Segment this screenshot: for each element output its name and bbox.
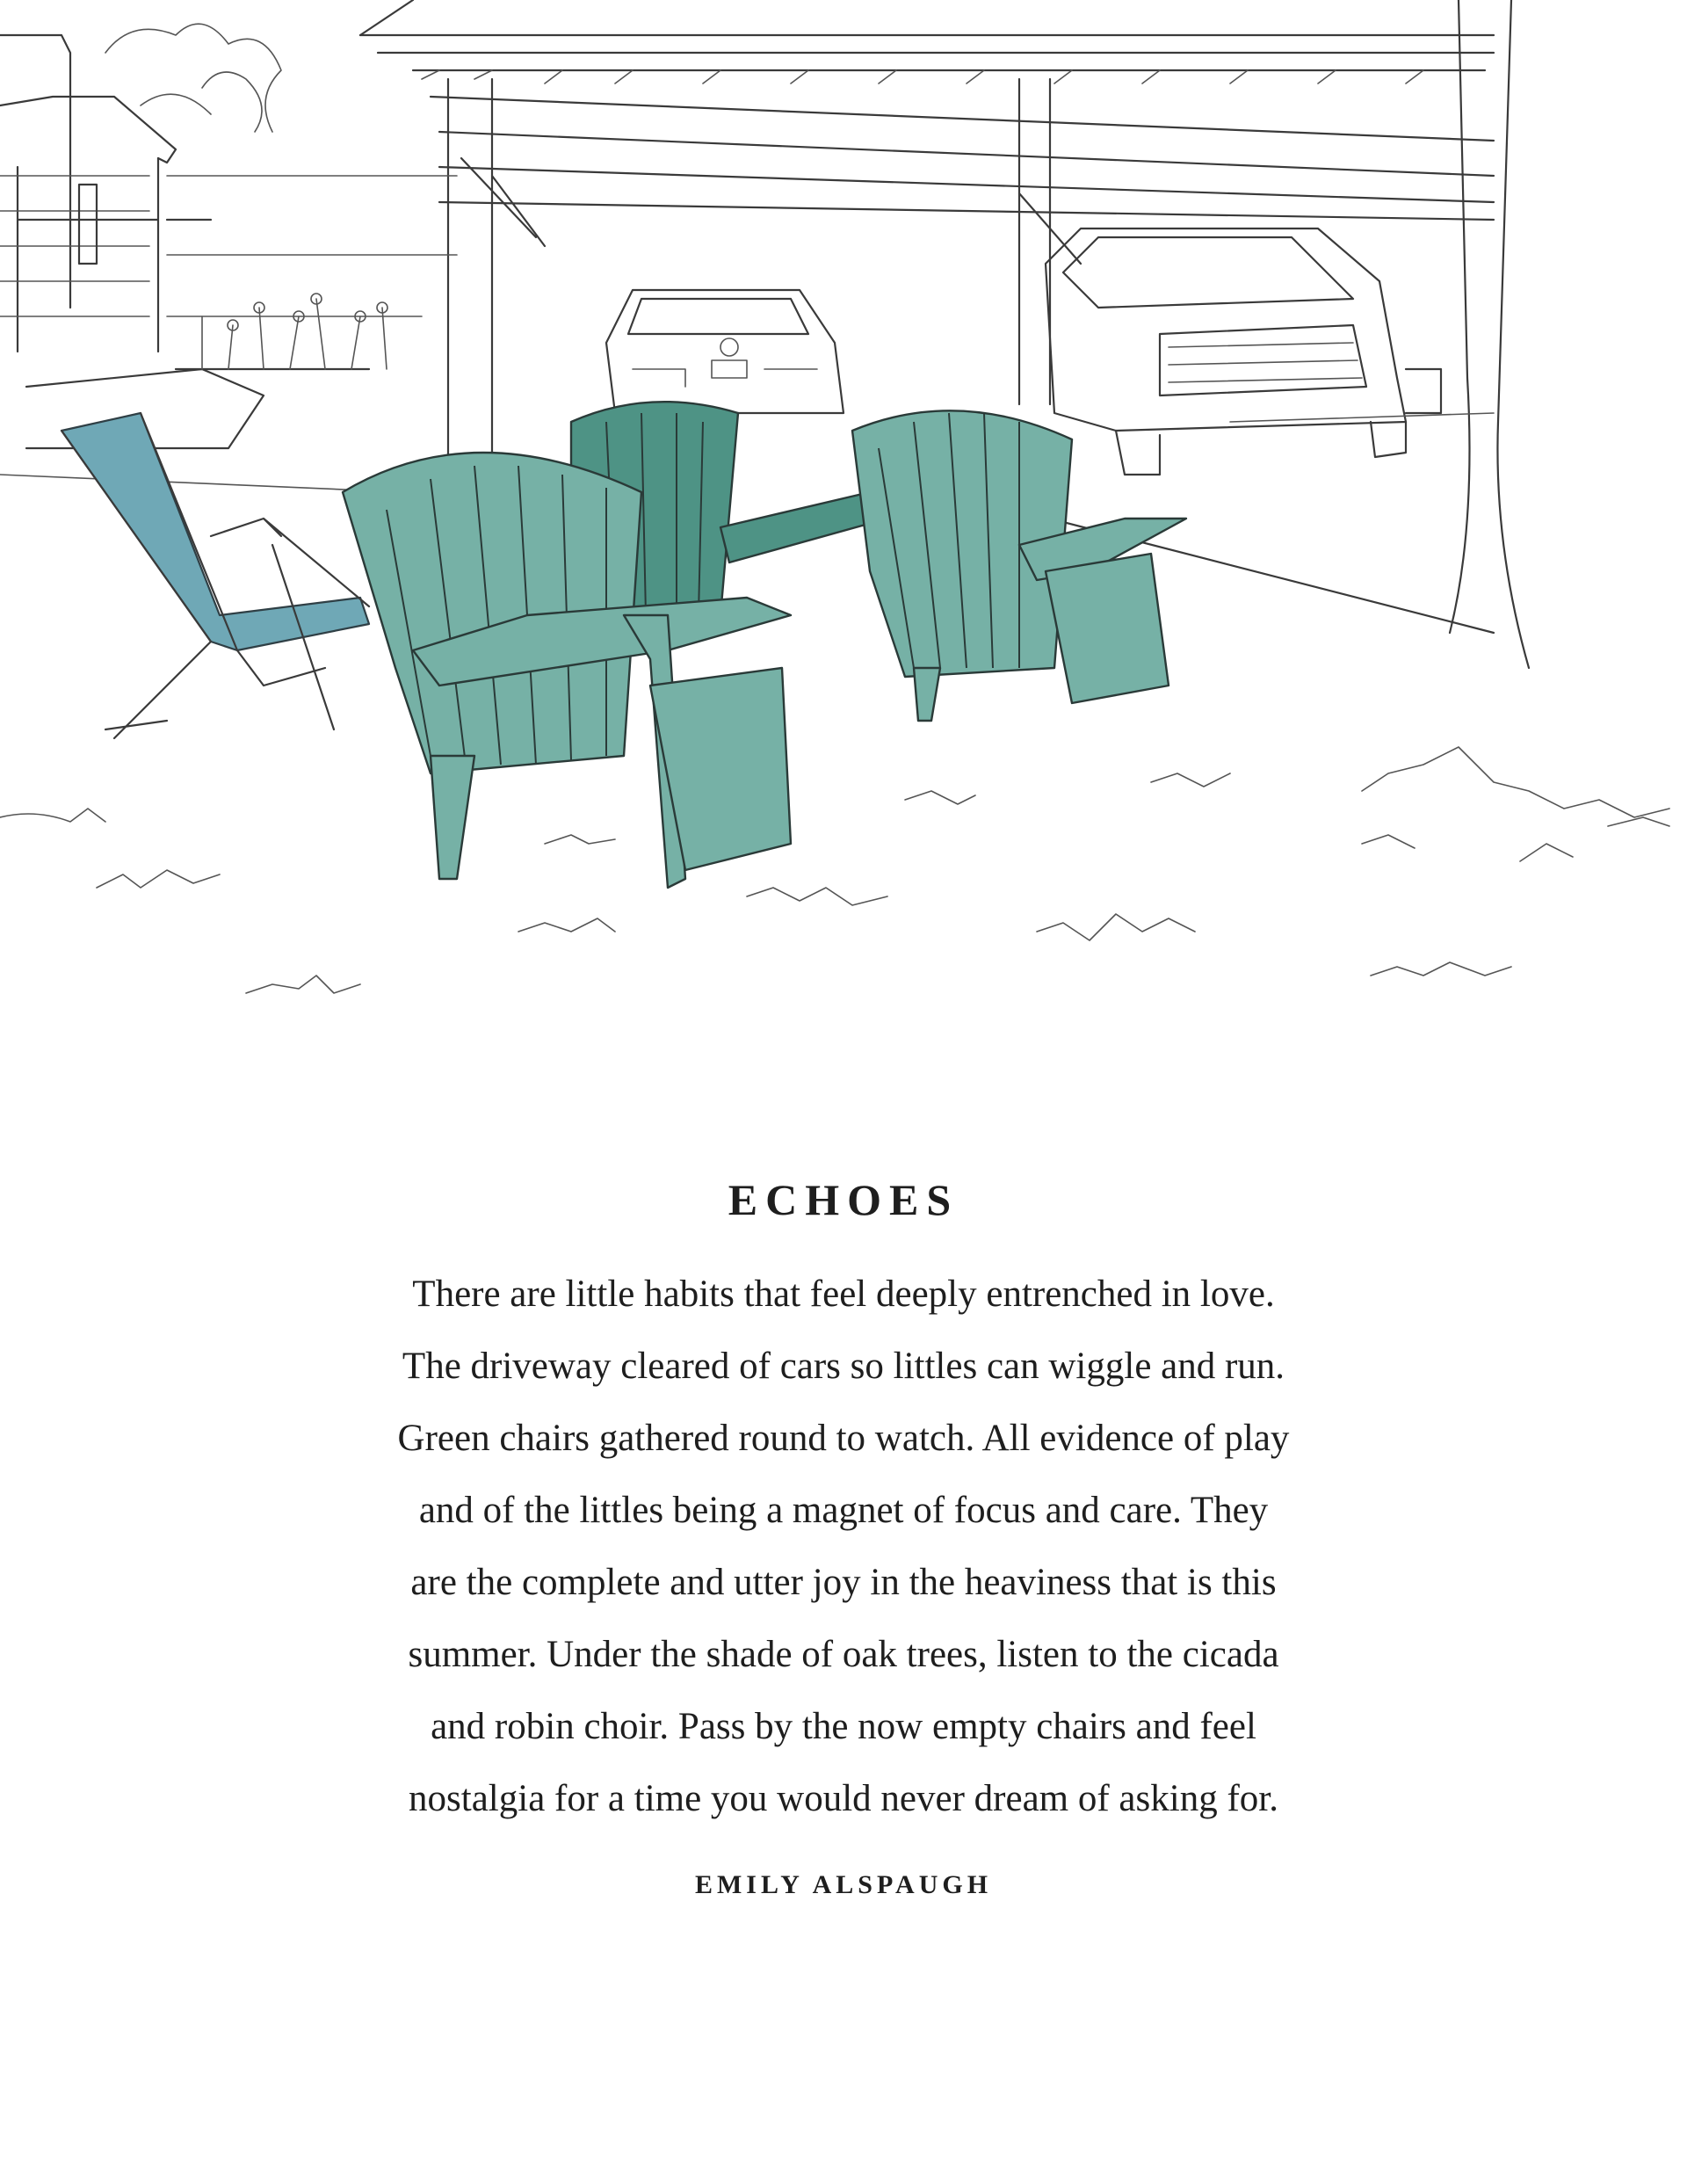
- poem-line: and robin choir. Pass by the now empty chairs and feel: [431, 1706, 1256, 1747]
- poem-author: EMILY ALSPAUGH: [694, 1870, 993, 1899]
- garden-sketch: [202, 294, 387, 369]
- poem-line: are the complete and utter joy in the heaviness that is this: [410, 1562, 1277, 1603]
- tree-sketch: [105, 0, 1529, 668]
- poem-line: The driveway cleared of cars so littles can wiggle and run.: [402, 1346, 1285, 1387]
- poem-line: nostalgia for a time you would never dream of asking for.: [409, 1778, 1278, 1819]
- carport-illustration: [0, 0, 1687, 1019]
- poem-line: and of the littles being a magnet of focus and care. They: [418, 1490, 1269, 1531]
- poem-section: [0, 1143, 1687, 1900]
- adirondack-chair-right: [852, 410, 1186, 721]
- van-sketch: [1046, 229, 1441, 475]
- folding-chair: [62, 413, 369, 738]
- poem-title: ECHOES: [728, 1175, 959, 1224]
- poem-line: summer. Under the shade of oak trees, listen to the cicada: [408, 1634, 1279, 1675]
- carport-chairs-sketch: [0, 0, 1687, 1019]
- poem-line: There are little habits that feel deeply entrenched in love.: [412, 1273, 1275, 1315]
- poem-body: [281, 1259, 1406, 1835]
- car-sedan-sketch: [606, 290, 844, 413]
- grass-sketch: [0, 747, 1669, 993]
- poem-line: Green chairs gathered round to watch. All evidence of play: [397, 1418, 1290, 1459]
- carport-structure: [167, 0, 1494, 492]
